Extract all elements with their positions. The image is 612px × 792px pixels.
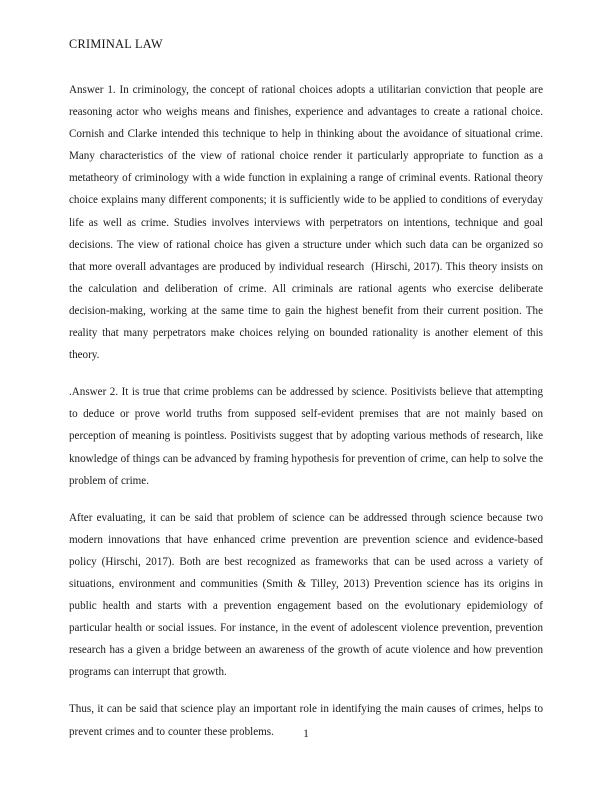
paragraph-answer-1: Answer 1. In criminology, the concept of rational choices adopts a utilitarian conviction that people are reasoning actor who weighs means and finishes, experience and advantages to create a rational choice. Cornish and Clarke intended this technique to help in thinking about the avoidance of situational crime. Many characteristics of the view of rational choice render it particularly appropriate to function as a metatheory of criminology with a wide function in explaining a range of criminal events. Rational theory choice explains many different components; it is sufficiently wide to be applied to conditions of everyday life as well as crime. Studies involves interviews with perpetrators on intentions, technique and goal decisions. The view of rational choice has given a structure under which such data can be organized so that more overall advantages are produced by individual research (Hirschi, 2017). This theory insists on the calculation and deliberation of crime. All criminals are rational agents who exercise deliberate decision-making, working at the same time to gain the highest benefit from their current position. The reality that many perpetrators make choices relying on bounded rationality is another element of this theory.	[69, 84, 546, 362]
paragraph-evaluation: After evaluating, it can be said that problem of science can be addressed through science because two modern innovations that have enhanced crime prevention are prevention science and evidence-based policy (Hirschi, 2017). Both are best recognized as frameworks that can be used across a variety of situations, environment and communities (Smith & Tilley, 2013) Prevention science has its origins in public health and starts with a prevention engagement based on the evolutionary epidemiology of particular health or social issues. For instance, in the event of adolescent violence prevention, prevention research has a given a bridge between an awareness of the growth of acute violence and how prevention programs can interrupt that growth.	[69, 511, 546, 679]
page-title: CRIMINAL LAW	[69, 37, 163, 51]
paragraph-answer-2: .Answer 2. It is true that crime problems can be addressed by science. Positivists believe that attempting to deduce or prove world truths from supposed self-evident premises that are not mainly based on perception of meaning is pointless. Positivists suggest that by adopting various methods of research, like knowledge of things can be advanced by framing hypothesis for prevention of crime, can help to solve the problem of crime.	[69, 386, 546, 487]
document-body	[69, 79, 546, 743]
page-number: 1	[303, 728, 309, 740]
paragraph-conclusion: Thus, it can be said that science play an important role in identifying the main causes of crimes, helps to prevent crimes and to counter these problems.	[69, 703, 546, 738]
